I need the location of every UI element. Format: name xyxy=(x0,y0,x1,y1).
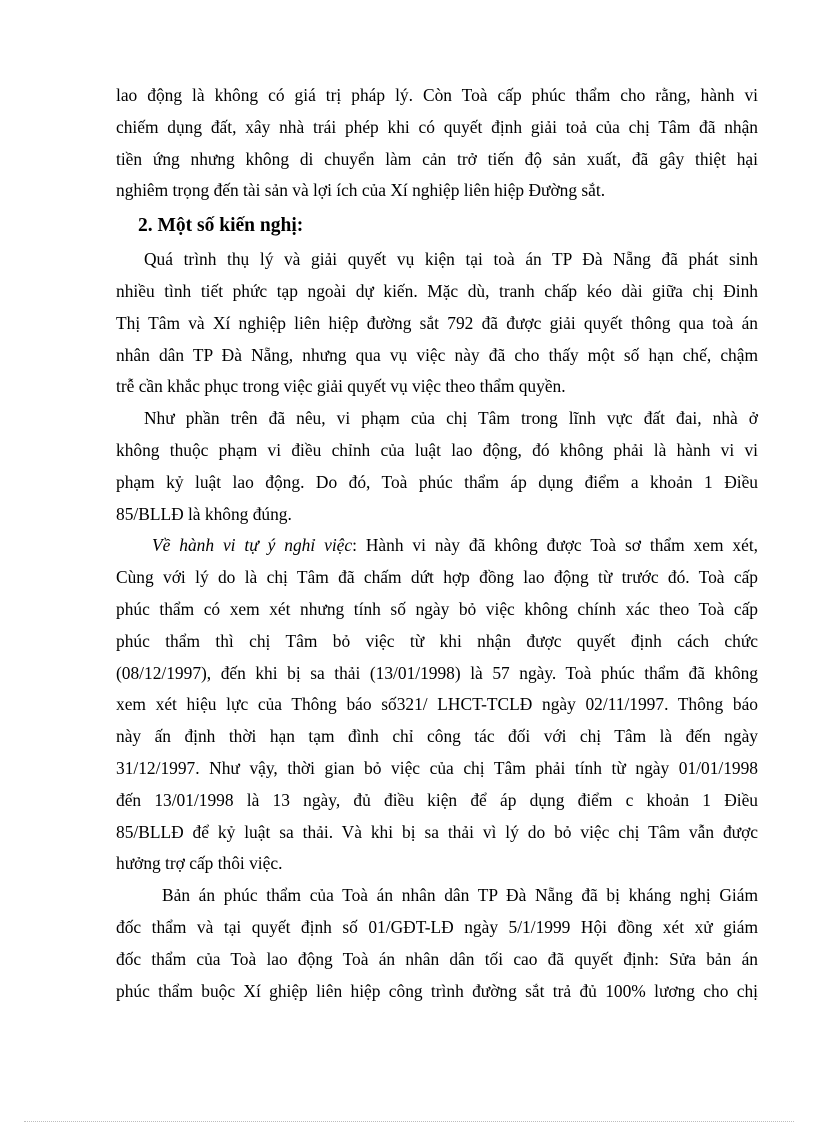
section-heading: 2. Một số kiến nghị: xyxy=(138,215,304,237)
text-line: đến 13/01/1998 là 13 ngày, đủ điều kiện để áp dụng điểm c khoản 1 Điều xyxy=(116,789,758,810)
paragraph-3 xyxy=(116,403,758,530)
text-line: nghiêm trọng đến tài sản và lợi ích của Xí nghiệp liên hiệp Đường sắt. xyxy=(116,180,606,201)
text-line: xem xét hiệu lực của Thông báo số321/ LHCT-TCLĐ ngày 02/11/1997. Thông báo xyxy=(116,694,758,715)
text-line: chiếm dụng đất, xây nhà trái phép khi có quyết định giải toả của chị Tâm đã nhận xyxy=(116,116,758,137)
paragraph-5 xyxy=(116,880,758,1007)
text-line: nhiều tình tiết phức tạp ngoài dự kiến. Mặc dù, tranh chấp kéo dài giữa chị Đinh xyxy=(116,280,758,301)
text-line: Như phần trên đã nêu, vi phạm của chị Tâm trong lĩnh vực đất đai, nhà ở xyxy=(144,408,758,429)
text-line: phúc thẩm thì chị Tâm bỏ việc từ khi nhận được quyết định cách chức xyxy=(116,630,758,651)
page-bottom-rule xyxy=(24,1121,794,1122)
text-line: đốc thẩm và tại quyết định số 01/GĐT-LĐ ngày 5/1/1999 Hội đồng xét xử giám xyxy=(116,916,758,937)
paragraph-4 xyxy=(116,530,758,880)
text-line: Bản án phúc thẩm của Toà án nhân dân TP Đà Nẵng đã bị kháng nghị Giám xyxy=(162,885,758,906)
text-line: Thị Tâm và Xí nghiệp liên hiệp đường sắt 792 đã được giải quyết thông qua toà án xyxy=(116,312,758,333)
text-line: không thuộc phạm vi điều chỉnh của luật lao động, đó không phải là hành vi vi xyxy=(116,439,758,460)
text-line: trễ cần khắc phục trong việc giải quyết vụ việc theo thẩm quyền. xyxy=(116,376,566,397)
text-line: nhân dân TP Đà Nẵng, nhưng qua vụ việc này đã cho thấy một số hạn chế, chậm xyxy=(116,344,758,365)
text-line xyxy=(116,530,758,562)
text-line: 31/12/1997. Như vậy, thời gian bỏ việc của chị Tâm phải tính từ ngày 01/01/1998 xyxy=(116,757,758,778)
text-line: phúc thẩm có xem xét nhưng tính số ngày bỏ việc không chính xác theo Toà cấp xyxy=(116,598,758,619)
text-line: Cùng với lý do là chị Tâm đã chấm dứt hợp đồng lao động từ trước đó. Toà cấp xyxy=(116,567,758,588)
text-line: hưởng trợ cấp thôi việc. xyxy=(116,853,283,874)
paragraph-1 xyxy=(116,80,758,207)
text-line: tiền ứng nhưng không di chuyển làm cản trở tiến độ sản xuất, đã gây thiệt hại xyxy=(116,148,758,169)
paragraph-2 xyxy=(116,244,758,403)
text-line: (08/12/1997), đến khi bị sa thải (13/01/1998) là 57 ngày. Toà phúc thẩm đã không xyxy=(116,662,758,683)
text-line: đốc thẩm của Toà lao động Toà án nhân dân tối cao đã quyết định: Sửa bản án xyxy=(116,948,758,969)
text-line: Quá trình thụ lý và giải quyết vụ kiện tại toà án TP Đà Nẵng đã phát sinh xyxy=(144,249,758,270)
text-line: phạm kỷ luật lao động. Do đó, Toà phúc thẩm áp dụng điểm a khoản 1 Điều xyxy=(116,471,758,492)
document-page xyxy=(116,80,758,1007)
italic-lead: Về hành vi tự ý nghỉ việc xyxy=(152,535,353,556)
text-line: 85/BLLĐ để kỷ luật sa thải. Và khi bị sa thải vì lý do bỏ việc chị Tâm vẫn được xyxy=(116,821,758,842)
text-line: lao động là không có giá trị pháp lý. Còn Toà cấp phúc thẩm cho rằng, hành vi xyxy=(116,85,758,105)
lead-rest: : Hành vi này đã không được Toà sơ thẩm xem xét, xyxy=(352,535,759,556)
text-line: 85/BLLĐ là không đúng. xyxy=(116,503,292,524)
text-line: này ấn định thời hạn tạm đình chỉ công tác đối với chị Tâm là đến ngày xyxy=(116,726,758,747)
text-line: phúc thẩm buộc Xí ghiệp liên hiệp công trình đường sắt trả đủ 100% lương cho chị xyxy=(116,980,758,1001)
